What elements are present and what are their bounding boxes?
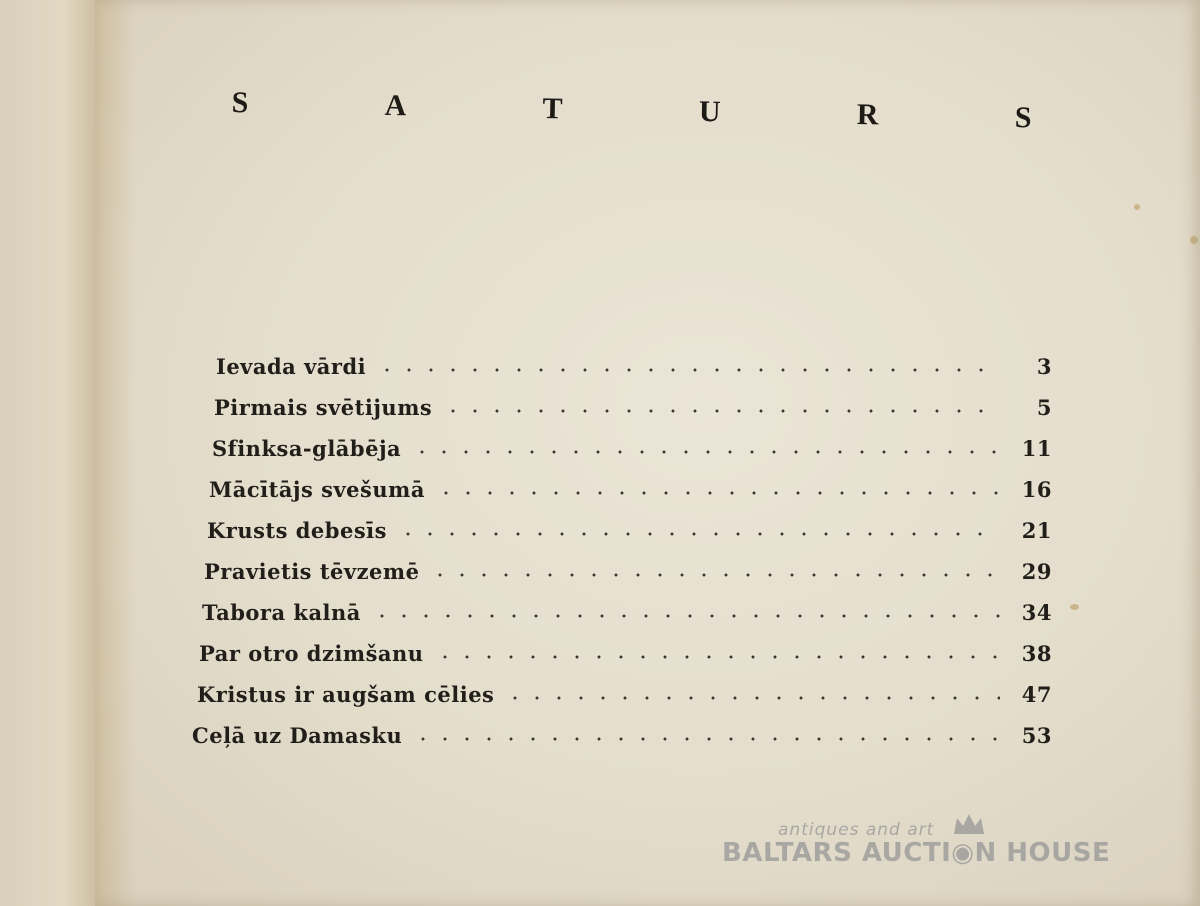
leader-dots — [412, 737, 1000, 741]
leader-dots — [442, 409, 1000, 413]
toc-entry-title: Pirmais svētijums — [214, 395, 433, 420]
toc-entry-title: Ceļā uz Damasku — [192, 723, 403, 748]
toc-entry — [192, 707, 1052, 748]
page-fold-shadow — [95, 0, 135, 906]
toc-entry — [192, 666, 1052, 707]
heading-letter: R — [856, 98, 879, 132]
toc-entry-page: 5 — [1036, 395, 1052, 420]
watermark-brand: BALTARS AUCTI◉N HOUSE — [722, 838, 1111, 868]
toc-entry-title: Par otro dzimšanu — [199, 641, 424, 666]
leader-dots — [435, 491, 1000, 495]
toc-entry — [192, 379, 1052, 420]
toc-entry-title: Kristus ir augšam cēlies — [197, 682, 495, 707]
toc-entry-page: 11 — [1021, 436, 1052, 461]
leader-dots — [434, 655, 1000, 659]
heading-letter: U — [698, 94, 721, 129]
heading-letter: S — [1014, 101, 1032, 135]
toc-entry-page: 3 — [1036, 354, 1052, 379]
paper-speck — [1134, 204, 1140, 210]
toc-entry-page: 47 — [1021, 682, 1052, 707]
heading-letter: S — [231, 86, 249, 120]
toc-entry-title: Tabora kalnā — [202, 600, 361, 625]
watermark-tagline: antiques and art — [778, 820, 935, 840]
table-of-contents — [192, 338, 1052, 748]
toc-entry — [192, 461, 1052, 502]
heading-letter: A — [384, 88, 407, 123]
toc-entry — [192, 584, 1052, 625]
auction-house-watermark — [720, 812, 1120, 882]
toc-entry-title: Sfinksa-glābēja — [212, 436, 402, 461]
leader-dots — [504, 696, 1000, 700]
toc-entry-title: Krusts debesīs — [207, 518, 387, 543]
toc-entry-page: 16 — [1021, 477, 1052, 502]
toc-entry — [192, 543, 1052, 584]
toc-entry-title: Mācītājs svešumā — [209, 477, 425, 502]
toc-entry — [192, 338, 1052, 379]
heading-letter: T — [542, 91, 563, 126]
paper-speck — [1070, 604, 1079, 610]
toc-entry-title: Pravietis tēvzemē — [204, 559, 420, 584]
toc-entry — [192, 420, 1052, 461]
crown-icon — [952, 812, 986, 838]
toc-entry-page: 34 — [1021, 600, 1052, 625]
toc-entry-page: 21 — [1021, 518, 1052, 543]
toc-entry — [192, 502, 1052, 543]
leader-dots — [397, 532, 1000, 536]
toc-entry-page: 38 — [1021, 641, 1052, 666]
leader-dots — [376, 368, 1000, 372]
leader-dots — [371, 614, 1000, 618]
toc-entry-page: 53 — [1021, 723, 1052, 748]
toc-entry-page: 29 — [1021, 559, 1052, 584]
leader-dots — [429, 573, 1000, 577]
paper-speck — [1190, 236, 1198, 244]
toc-entry-title: Ievada vārdi — [216, 354, 367, 379]
toc-entry — [192, 625, 1052, 666]
leader-dots — [411, 450, 1000, 454]
